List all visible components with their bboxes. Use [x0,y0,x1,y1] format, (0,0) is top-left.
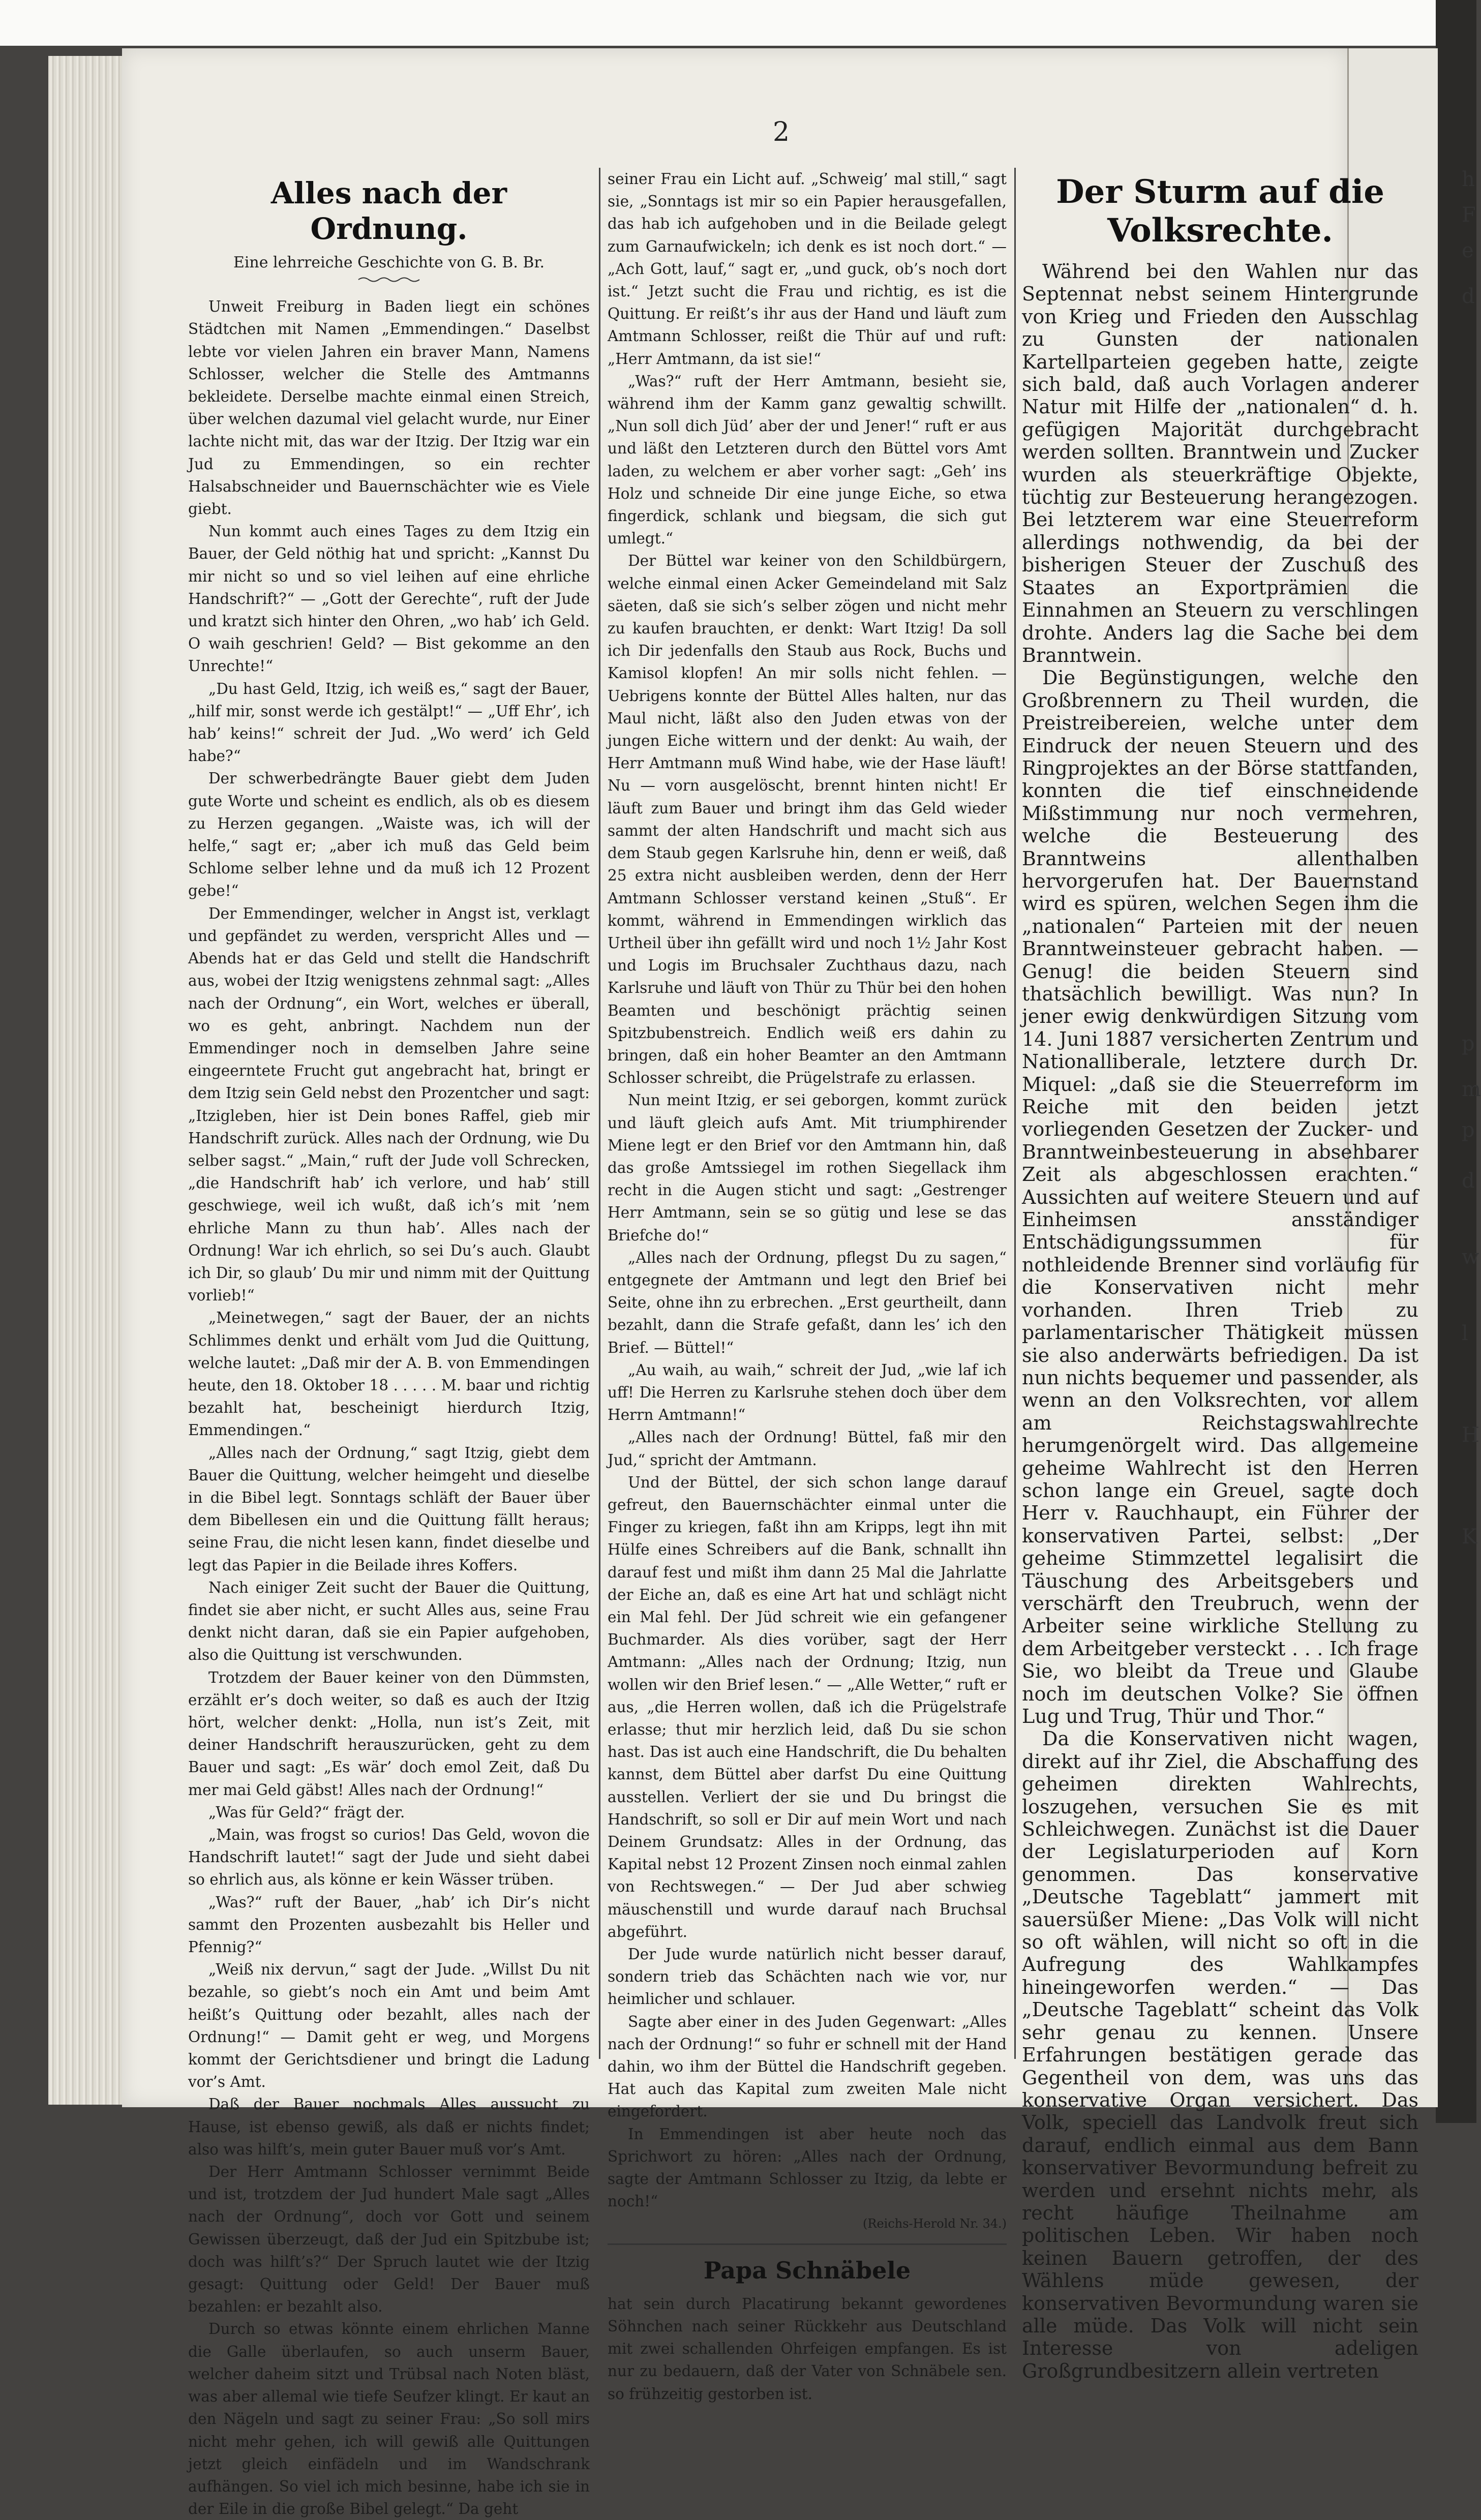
facing-page-letter: e [1462,239,1474,262]
paragraph: „Au waih, au waih,“ schreit der Jud, „wie laf ich uff! Die Herren zu Karlsruhe stehen doch über dem Herrn Amtmann!“ [608,1361,1007,1424]
paragraph: Die Begünstigungen, welche den Großbrennern zu Theil wurden, die Preistreibereien, welche unter dem Eindruck der neuen Steuern und des Ringprojektes an der Börse stattfanden, konnten die tief einschneidende Mißstimmung nur noch vermehren, welche die Besteuerung des Branntweins allenthalben hervorgerufen hat. Der Bauernstand wird es spüren, welchen Segen ihm die „nationalen“ Parteien mit der neuen Branntweinsteuer gebracht haben. — Genug! die beiden Steuern sind thatsächlich bewilligt. Was nun? In jener ewig denkwürdigen Sitzung vom 14. Juni 1887 versicherten Zentrum und Nationalliberale, letztere durch Dr. Miquel: „daß sie die Steuerreform im Reiche mit den beiden jetzt vorliegenden Gesetzen der Zucker- und Branntweinbesteuerung in absehbarer Zeit als abgeschlossen erachten.“ Aussichten auf weitere Steuern und auf Einheimsen ansständiger Entschädigungssummen für nothleidende Brenner sind vorläufig für die Konservativen nicht mehr vorhanden. Ihren Trieb zu parlamentarischer Thätigkeit müssen sie also anderwärts befriedigen. Da ist nun nichts bequemer und passender, als wenn an den Volksrechten, vor allem am Reichstagswahlrechte herumgenörgelt wird. Das allgemeine geheime Wahlrecht ist den Herren schon lange ein Greuel, sagte doch Herr v. Rauchhaupt, ein Führer der konservativen Partei, selbst: „Der geheime Stimmzettel legalisirt die Täuschung des Arbeitsgebers und verschärft den Treubruch, wenn der Arbeiter seine wirkliche Stellung zu dem Arbeitgeber versteckt . . . Ich frage Sie, wo bleibt da Treue und Glaube noch im deutschen Volke? Sie öffnen Lug und Trug, Thür und Thor.“ [1022,666,1418,1727]
paragraph: „Alles nach der Ordnung,“ sagt Itzig, giebt dem Bauer die Quittung, welcher heimgeht und dieselbe in die Bibel legt. Sonntags schläft der Bauer über dem Bibellesen ein und die Quittung fällt heraus; seine Frau, die nicht lesen kann, findet dieselbe und legt das Papier in die Beilade ihres Koffers. [188,1444,590,1574]
facing-page-letter: l [1462,1322,1468,1345]
paragraph: Der Herr Amtmann Schlosser vernimmt Beide und ist, trotzdem der Jud hundert Male sagt „Alles nach der Ordnung“, doch vor Gott und seinem Gewissen überzeugt, daß der Jud ein Spitzbube ist; doch was hilft’s?“ Der Spruch lautet wie der Itzig gesagt: Quittung oder Geld! Der Bauer muß bezahlen: er bezahlt also. [188,2163,590,2316]
paragraph: Sagte aber einer in des Juden Gegenwart: „Alles nach der Ordnung!“ so fuhr er schnell mit der Hand dahin, wo ihm der Büttel die Handschrift gegeben. Hat auch das Kapital zum zweiten Male nicht eingefordert. [608,2013,1007,2120]
article-body [1022,260,1418,2382]
page-number: 2 [773,117,790,147]
article-body [188,295,590,2520]
paragraph: „Alles nach der Ordnung! Büttel, faß mir den Jud,“ spricht der Amtmann. [608,1429,1007,1469]
paragraph: Während bei den Wahlen nur das Septennat nebst seinem Hintergrunde von Krieg und Frieden den Ausschlag zu Gunsten der nationalen Kartellparteien gegeben hatte, zeigte sich bald, daß auch Vorlagen anderer Natur mit Hilfe der „nationalen“ d. h. gefügigen Majorität durchgebracht werden sollten. Branntwein und Zucker wurden als steuerkräftige Objekte, tüchtig zur Besteuerung herangezogen. Bei letzterem war eine Steuerreform allerdings nothwendig, da bei der bisherigen Steuer der Zuschuß des Staates an Exportprämien die Einnahmen an Steuern zu verschlingen drohte. Anders lag die Sache bei dem Branntwein. [1022,260,1418,666]
column-2 [608,168,1007,2405]
paragraph: Nach einiger Zeit sucht der Bauer die Quittung, findet sie aber nicht, er sucht Alles aus, seine Frau denkt nicht daran, daß sie ein Papier aufgehoben, also die Quittung ist verschwunden. [188,1578,590,1664]
facing-page-letter: p [1462,1032,1475,1055]
article-separator [608,2243,1007,2245]
facing-page-letter: w [1462,1246,1479,1269]
paragraph: Nun kommt auch eines Tages zu dem Itzig ein Bauer, der Geld nöthig hat und spricht: „Kannst Du mir nicht so und so viel leihen auf eine ehrliche Handschrift?“ — „Gott der Gerechte“, ruft der Jude und kratzt sich hinter den Ohren, „wo hab’ ich Geld. O waih geschrien! Geld? — Bist gekomme an den Unrechte!“ [188,523,590,675]
facing-page-letter: K [1462,1525,1477,1549]
paragraph: Daß der Bauer nochmals Alles aussucht zu Hause, ist ebenso gewiß, als daß er nichts findet; also was hilft’s, mein guter Bauer muß vor’s Amt. [188,2096,590,2158]
paragraph: In Emmendingen ist aber heute noch das Sprichwort zu hören: „Alles nach der Ordnung, sagte der Amtmann Schlosser zu Itzig, da lebte er noch!“ [608,2125,1007,2210]
article-title: Alles nach der Ordnung. [270,176,507,246]
facing-page-letter: m [1462,1078,1481,1101]
paragraph: „Du hast Geld, Itzig, ich weiß es,“ sagt der Bauer, „hilf mir, sonst werde ich gestälpt!“ — „Uff Ehr’, ich hab’ keins!“ schreit der Jud. „Wo werd’ ich Geld habe?“ [188,680,590,765]
article-byline: Eine lehrreiche Geschichte von G. B. Br. [233,254,545,271]
paragraph: Trotzdem der Bauer keiner von den Dümmsten, erzählt er’s doch weiter, so daß es auch der Itzig hört, welcher denkt: „Holla, nun ist’s Zeit, mit deiner Handschrift herauszurücken, geht zu dem Bauer und sagt: „Es wär’ doch emol Zeit, daß Du mer mai Geld gäbst! Alles nach der Ordnung!“ [188,1668,590,1799]
ornament-squiggle [358,276,419,283]
paragraph: Nun meint Itzig, er sei geborgen, kommt zurück und läuft gleich aufs Amt. Mit triumphirender Miene legt er den Brief vor den Amtmann hin, daß das große Amtssiegel im rothen Siegellack ihm recht in die Augen sticht und sagt: „Gestrenger Herr Amtmann, sein se so gütig und lese se das Briefche do!“ [608,1091,1007,1244]
facing-page-letter: H [1462,1423,1479,1447]
paragraph: „Main, was frogst so curios! Das Geld, wovon die Handschrift lautet!“ sagt der Jude und sieht dabei so ehrlich aus, als könne er kein Wässer trüben. [188,1826,590,1889]
column-1 [188,168,590,2520]
scanner-background-right [1436,0,1476,2123]
paragraph: „Was?“ ruft der Bauer, „hab’ ich Dir’s nicht sammt den Prozenten ausbezahlt bis Heller und Pfennig?“ [188,1893,590,1956]
article-body-continued [608,168,1007,2212]
paragraph: hat sein durch Placatirung bekannt gewordenes Söhnchen nach seiner Rückkehr aus Deutschland mit zwei schallenden Ohrfeigen empfangen. Es ist nur zu bedauern, daß der Vater von Schnäbele sen. so frühzeitig gestorben ist. [608,2295,1007,2403]
paragraph: „Was für Geld?“ frägt der. [208,1803,405,1821]
paragraph: Der Jude wurde natürlich nicht besser darauf, sondern trieb das Schächten nach wie vor, nur heimlicher und schlauer. [608,1946,1007,2008]
facing-page-letter: p [1462,1118,1475,1142]
scanner-background-top [0,0,1476,46]
article-title: Papa Schnäbele [703,2256,911,2284]
paragraph: Durch so etwas könnte einem ehrlichen Manne die Galle überlaufen, so auch unserm Bauer, welcher daheim sitzt und Trübsal nach Noten bläst, was aber allemal wie tiefe Seufzer klingt. Er kaut an den Nägeln und sagt zu seiner Frau: „So soll mirs nicht mehr gehen, ich will gewiß alle Quittungen jetzt gleich einfädeln und im Wandschrank aufhängen. So viel ich mich besinne, habe ich sie in der Eile in die große Bibel gelegt.“ Da geht [188,2320,590,2518]
facing-page-letter: h [1462,168,1475,191]
column-rule [1014,168,1016,2059]
paragraph: Unweit Freiburg in Baden liegt ein schönes Städtchen mit Namen „Emmendingen.“ Daselbst lebte vor vielen Jahren ein braver Mann, Namens Schlosser, welcher die Stelle des Amtmanns bekleidete. Derselbe machte einmal einen Streich, über welchen dazumal viel gelacht wurde, nur Einer lachte nicht mit, das war der Itzig. Der Itzig war ein Jud zu Emmendingen, so ein rechter Halsabschneider und Bauernschächter wie es Viele giebt. [188,298,590,518]
paragraph: „Was?“ ruft der Herr Amtmann, besieht sie, während ihm der Kamm ganz gewaltig schwillt. „Nun soll dich Jüd’ aber der und Jener!“ ruft er aus und läßt den Letzteren durch den Büttel vors Amt laden, zu welchem er aber vorher sagt: „Geh’ ins Holz und schneide Dir eine junge Eiche, so etwa fingerdick, schlank und biegsam, die sich gut umlegt.“ [608,372,1007,548]
paragraph: Da die Konservativen nicht wagen, direkt auf ihr Ziel, die Abschaffung des geheimen direkten Wahlrechts, loszugehen, versuchen Sie es mit Schleichwegen. Zunächst ist die Dauer der Legislaturperioden auf Korn genommen. Das konservative „Deutsche Tageblatt“ jammert mit sauersüßer Miene: „Das Volk will nicht so oft wählen, will nicht so oft in die Aufregung des Wahlkampfes hineingeworfen werden.“ — Das „Deutsche Tageblatt“ scheint das Volk sehr genau zu kennen. Unsere Erfahrungen bestätigen gerade das Gegentheil von dem, was uns das konservative Organ versichert. Das Volk, speciell das Landvolk freut sich darauf, endlich einmal aus dem Bann konservativer Bevormundung befreit zu werden und ersehnt nichts mehr, als recht häufige Theilnahme am politischen Leben. Wir haben noch keinen Bauern getroffen, der des Wählens müde gewesen, der konservativen Bevormundung waren sie alle müde. Das Volk will nicht sein Interesse von adeligen Großgrundbesitzern allein vertreten [1022,1727,1418,2382]
facing-page-letter: d [1462,285,1475,308]
paragraph: Der schwerbedrängte Bauer giebt dem Juden gute Worte und scheint es endlich, als ob es diesem zu Herzen gegangen. „Waiste was, ich will der helfe,“ sagt er; „aber ich muß das Geld beim Schlome selber lehne und da muß ich 12 Prozent gebe!“ [188,770,590,900]
paragraph: seiner Frau ein Licht auf. „Schweig’ mal still,“ sagt sie, „Sonntags ist mir so ein Papier herausgefallen, das hab ich aufgehoben und in die Beilade gelegt zum Garnaufwickeln; ich denk es ist noch dort.“ — „Ach Gott, lauf,“ sagt er, „und guck, ob’s noch dort ist.“ Jetzt sucht die Frau und richtig, es ist die Quittung. Er reißt’s ihr aus der Hand und läuft zum Amtmann Schlosser, reißt die Thür auf und ruft: „Herr Amtmann, da ist sie!“ [608,170,1007,368]
column-rule [599,168,600,2059]
paragraph: „Alles nach der Ordnung, pflegst Du zu sagen,“ entgegnete der Amtmann und legt den Brief bei Seite, ohne ihn zu erbrechen. „Erst geurtheilt, dann bezahlt, dann die Strafe gefaßt, dann les’ ich den Brief. — Büttel!“ [608,1249,1007,1356]
article-title: Der Sturm auf die Volksrechte. [1056,173,1384,250]
article-source: (Reichs-Herold Nr. 34.) [863,2217,1007,2231]
paragraph: „Weiß nix dervun,“ sagt der Jude. „Willst Du nit bezahle, so giebt’s noch ein Amt und beim Amt heißt’s Quittung oder bezahlt, alles nach der Ordnung!“ — Damit geht er weg, und Morgens kommt der Gerichtsdiener und bringt die Ladung vor’s Amt. [188,1961,590,2091]
paragraph: Der Emmendinger, welcher in Angst ist, verklagt und gepfändet zu werden, verspricht Alles und — Abends hat er das Geld und stellt die Handschrift aus, wobei der Itzig wenigstens zehnmal sagt: „Alles nach der Ordnung“, ein Wort, welches er überall, wo es geht, anbringt. Nachdem nun der Emmendinger noch in demselben Jahre seine eingeerntete Frucht gut angebracht hat, bringt er dem Itzig sein Geld nebst den Prozentcher und sagt: „Itzigleben, hier ist Dein bones Raffel, gieb mir Handschrift zurück. Alles nach der Ordnung, wie Du selber sagst.“ „Main,“ ruft der Jude voll Schrecken, „die Handschrift hab’ ich verlore, und hab’ still geschwiege, weil ich wußt, daß ich’s mit ’nem ehrliche Mann zu thun hab’. Alles nach der Ordnung! War ich ehrlich, so sei Du’s auch. Glaubt ich Dir, so glaub’ Du mir und nimm mit der Quittung vorlieb!“ [188,904,590,1304]
paragraph: „Meinetwegen,“ sagt der Bauer, der an nichts Schlimmes denkt und erhält vom Jud die Quittung, welche lautet: „Daß mir der A. B. von Emmendingen heute, den 18. Oktober 18 . . . . . M. baar und richtig bezahlt hat, bescheinigt hierdurch Itzig, Emmendingen.“ [188,1309,590,1439]
facing-page-letter: d [1462,1169,1475,1193]
paragraph: Und der Büttel, der sich schon lange darauf gefreut, den Bauernschächter einmal unter die Finger zu kriegen, faßt ihn am Kripps, legt ihn mit Hülfe eines Schreibers auf die Bank, schnallt ihn darauf fest und mißt ihm dann 25 Mal die Jahrlatte der Eiche an, daß es eine Art hat und schlägt nicht ein Mal fehl. Der Jüd schreit wie ein gefangener Buchmarder. Als dies vorüber, sagt der Herr Amtmann: „Alles nach der Ordnung; Itzig, nun wollen wir den Brief lesen.“ — „Alle Wetter,“ ruft er aus, „die Herren wollen, daß ich die Prügelstrafe erlasse; thut mir herzlich leid, daß Du sie schon hast. Das ist auch eine Handschrift, die Du behalten kannst, dem Büttel aber darfst Du eine Quittung ausstellen. Verliert der sie und Du bringst die Handschrift, so soll er Dir auf mein Wort und nach Deinem Grundsatz: Alles in der Ordnung, das Kapital nebst 12 Prozent Zinsen noch einmal zahlen von Rechtswegen.“ — Der Jud aber schwieg mäuschenstill und wurde darauf nach Bruchsal abgeführt. [608,1473,1007,1940]
column-3 [1022,168,1418,2382]
facing-page-letter: F [1462,203,1476,227]
paragraph: Der Büttel war keiner von den Schildbürgern, welche einmal einen Acker Gemeindeland mit Salz säeten, daß sie sich’s selber zögen und nicht mehr zu kaufen brauchten, er denkt: Wart Itzig! Da soll ich Dir jedenfalls den Staub aus Rock, Buchs und Kamisol klopfen! An mir solls nicht fehlen. — Uebrigens konnte der Büttel Alles halten, nur das Maul nicht, läßt also den Juden etwas von der jungen Eiche wittern und der denkt: Au waih, der Herr Amtmann muß Wind habe, wie der Hase läuft! Nu — vorn ausgelöscht, brennt hinten nicht! Er läuft zum Bauer und bringt ihm das Geld wieder sammt der alten Handschrift und macht sich aus dem Staub gegen Karlsruhe hin, denn er weiß, daß 25 extra nicht ausbleiben werden, denn der Herr Amtmann Schlosser verstand keinen „Stuß“. Er kommt, während in Emmendingen wirklich das Urtheil über ihn gefällt wird und noch 1½ Jahr Kost und Logis im Bruchsaler Zuchthaus dazu, nach Karlsruhe und läuft von Thür zu Thür bei den hohen Beamten und beschönigt prächtig seinen Spitzbubenstreich. Endlich weiß ers dahin zu bringen, daß ein hoher Beamter an den Amtmann Schlosser schreibt, die Prügelstrafe zu erlassen. [608,552,1007,1087]
article-body [608,2293,1007,2405]
